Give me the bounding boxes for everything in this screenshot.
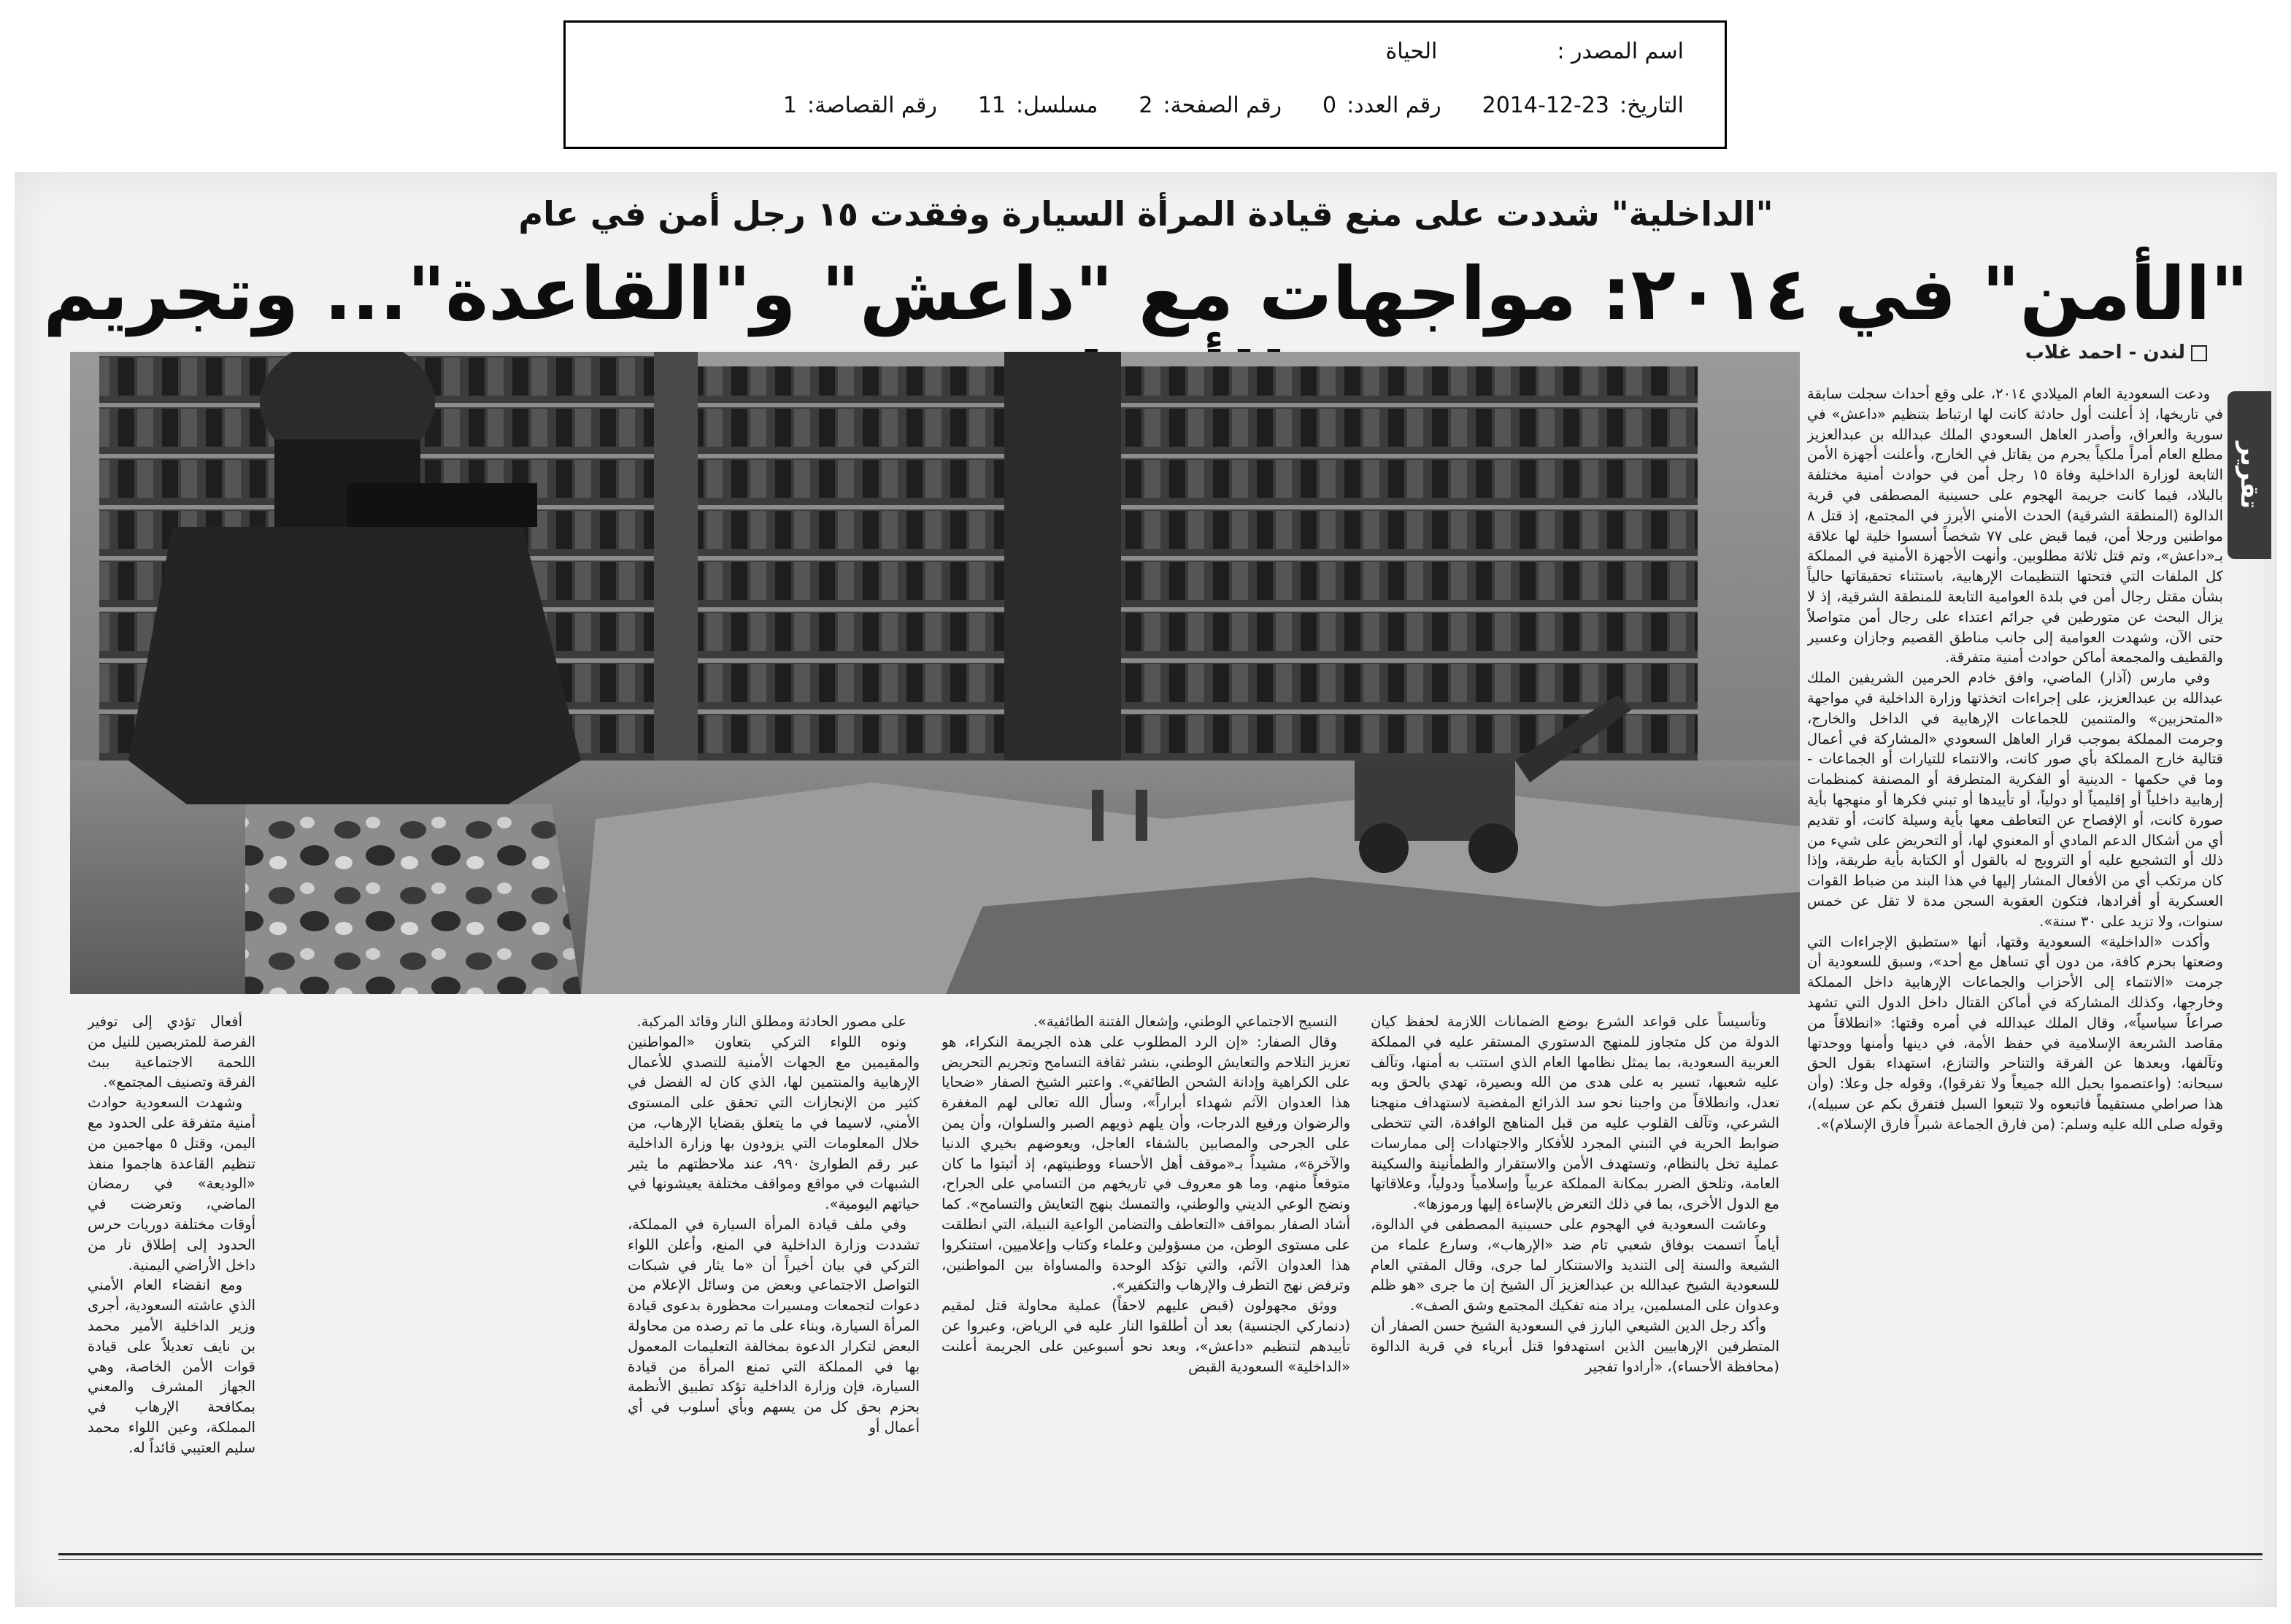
date-value: 23-12-2014: [1482, 93, 1610, 118]
article-column-right: [1807, 384, 2223, 1596]
article-kicker: "الداخلية" شددت على منع قيادة المرأة السيارة وفقدت ١٥ رجل أمن في عام: [518, 194, 1774, 234]
source-field: [1547, 39, 1684, 64]
date-label: التاريخ:: [1620, 93, 1684, 118]
date-field: [1482, 93, 1684, 118]
article-byline: [2025, 342, 2207, 363]
paragraph: ومع انقضاء العام الأمني الذي عاشته السعودية، أجرى وزير الداخلية الأمير محمد بن نايف تعديلاً على قيادة قوات الأمن الخاصة، وهي الجهاز المشرف والمعني بمكافحة الإرهاب في المملكة، وعين اللواء محمد سليم العتيبي قائداً له.: [88, 1277, 255, 1456]
paragraph: النسيج الاجتماعي الوطني، وإشعال الفتنة الطائفية».: [1033, 1013, 1337, 1030]
paragraph: ووثق مجهولون (قبض عليهم لاحقاً) عملية محاولة قتل لمقيم (دنماركي الجنسية) بعد أن أطلقوا النار عليه في الرياض، وعبروا عن تأييدهم لتنظيم «داعش»، وبعد نحو أسبوعين على الجريمة أعلنت «الداخلية» السعودية القبض: [942, 1297, 1350, 1375]
clip-number-value: 1: [782, 93, 798, 118]
article-column-bottom-1: [1371, 1012, 1779, 1596]
paragraph: ونوه اللواء التركي بتعاون «المواطنين والمقيمين مع الجهات الأمنية للتصدي للأعمال الإرهابية والمنتمين لها، الذي كان له الفضل في كثير من الإنجازات التي تحقق على المستوى الأمني، لاسيما في ما يتعلق بقضايا الإرهاب، من خلال المعلومات التي يزودون بها وزارة الداخلية عبر رقم الطوارئ ٩٩٠، عند ملاحظتهم ما يثير الشبهات في مواقع ومواقف مختلفة يعيشونها في حياتهم اليومية».: [628, 1033, 920, 1213]
serial-field: [978, 93, 1098, 118]
bottom-rule: [58, 1553, 2263, 1555]
metadata-row-details: [783, 93, 1684, 118]
article-column-bottom-3: [628, 1012, 920, 1596]
paragraph: وفي ملف قيادة المرأة السيارة في المملكة، تشددت وزارة الداخلية في المنع، وأعلن اللواء التركي في بيان أخيراً أن «ما يثار في شبكات التواصل الاجتماعي وبعض من وسائل الإعلام من دعوات لتجمعات ومسيرات محظورة بدعوى قيادة المرأة السيارة، وبناء على ما تم رصده من محاولة البعض لتكرار الدعوة بمخالفة التعليمات المعمول بها في المملكة التي تمنع المرأة من قيادة السيارة، فإن وزارة الداخلية تؤكد تطبيق الأنظمة بحزم بحق كل من يسهم وبأي أسلوب في أي أعمال أو: [628, 1215, 920, 1436]
paragraph: وعاشت السعودية في الهجوم على حسينية المصطفى في الدالوة، أياماً اتسمت بوفاق شعبي تام ضد «الإرهاب»، وسارع علماء من الشيعة والسنة إلى التنديد والاستنكار لما جرى، وقال المفتي العام للسعودية الشيخ عبدالله بن عبدالعزيز آل الشيخ إن ما جرى «هو ظلم وعدوان على المسلمين، يراد منه تفكيك المجتمع وشق الصف».: [1371, 1215, 1779, 1315]
bottom-rule-thin: [58, 1559, 2263, 1560]
paragraph: وأكد رجل الدين الشيعي البارز في السعودية الشيخ حسن الصفار أن المتطرفين الإرهابيين الذين استهدفوا قتل أبرياء في قرية الدالوة (محافظة الأحساء)، «أرادوا تفجير: [1371, 1317, 1779, 1375]
source-label: اسم المصدر :: [1557, 39, 1684, 64]
serial-value: 11: [977, 93, 1006, 118]
newspaper-clipping: [15, 172, 2277, 1607]
section-tag: تقرير: [2228, 391, 2271, 559]
article-column-bottom-2: [942, 1012, 1350, 1596]
article-headline: "الأمن" في ٢٠١٤: مواجهات مع "داعش" و"القاعدة"... وتجريم: [43, 251, 2249, 336]
paragraph: وشهدت السعودية حوادث أمنية متفرقة على الحدود مع اليمن، وقتل ٥ مهاجمين من تنظيم القاعدة هاجموا منفذ «الوديعة» في رمضان الماضي، وتعرضت في أوقات مختلفة دوريات حرس الحدود إلى إطلاق نار من داخل الأراضي اليمنية.: [88, 1094, 255, 1274]
source-value: الحياة: [1385, 39, 1438, 64]
paragraph: وأكدت «الداخلية» السعودية وقتها، أنها «ستطبق الإجراءات التي وضعتها بحزم كافة، من دون أي تساهل مع أحد»، وسبق للسعودية أن جرمت «الانتماء إلى الأحزاب والجماعات الإرهابية داخل المملكة وخارجها، وكذلك المشاركة في أماكن القتال داخل الدول التي تشهد صراعاً سياسياً»، وقال الملك عبدالله في أمره وقتها: «انطلاقاً من مقاصد الشريعة الإسلامية في حفظ الأمة، في دينها وأمنها ووحدتها وتآلفها، وبعدها عن الفرقة والتناحر والتنازع، استهداء بقول الحق سبحانه: (واعتصموا بحبل الله جميعاً ولا تفرقوا)، وقوله جل وعلا: (وأن هذا صراطي مستقيماً فاتبعوه ولا تتبعوا السبل فتفرق بكم عن سبيله)، وقوله صلى الله عليه وسلم: (من فارق الجماعة شبراً فارق الإسلام)».: [1807, 933, 2223, 1133]
news-photo: [70, 352, 1800, 994]
paragraph: وقال الصفار: «إن الرد المطلوب على هذه الجريمة النكراء، هو تعزيز التلاحم والتعايش الوطني، بنشر ثقافة التسامح وتجريم التحريض على الكراهية وإدانة الشحن الطائفي». واعتبر الشيخ الصفار «ضحايا هذا العدوان الآثم شهداء أبراراً»، وسأل الله تعالى لهم المغفرة والرضوان ورفيع الدرجات، وأن يلهم ذويهم الصبر والسلوان، وأن يمن على الجرحى والمصابين بالشفاء العاجل، ويعوضهم بخيري الدنيا والآخرة»، مشيداً بـ«موقف أهل الأحساء ووطنيتهم، إذ أثبتوا ما كان متوقعاً منهم، وما هو معروف في تاريخهم من التسامي على الجراح، ونضج الوعي الديني والوطني، والتمسك بنهج التعايش والتسامح». كما أشاد الصفار بمواقف «التعاطف والتضامن الواعية النبيلة، التي انطلقت على مستوى الوطن، من مسؤولين وعلماء وكتاب وإعلاميين، استنكروا هذا العدوان الآثم، والتي تؤكد الوحدة والمساواة بين المواطنين، وترفض نهج التطرف والإرهاب والتكفير».: [942, 1033, 1350, 1294]
issue-label: رقم العدد:: [1347, 93, 1441, 118]
byline-text: لندن - احمد غلاب: [2025, 342, 2185, 363]
serial-label: مسلسل:: [1016, 93, 1098, 118]
page-field: [1139, 93, 1282, 118]
clip-number-label: رقم القصاصة:: [807, 93, 937, 118]
metadata-row-source: [1386, 39, 1684, 64]
issue-value: 0: [1322, 93, 1337, 118]
paragraph: على مصور الحادثة ومطلق النار وقائد المركبة.: [636, 1013, 906, 1030]
paragraph: أفعال تؤدي إلى توفير الفرصة للمتربصين للنيل من اللحمة الاجتماعية ببث الفرقة وتصنيف المجتمع».: [88, 1013, 255, 1091]
clipping-metadata-box: [563, 20, 1727, 149]
page-value: 2: [1139, 93, 1153, 118]
byline-square-icon: [2191, 345, 2207, 361]
paragraph: ودعت السعودية العام الميلادي ٢٠١٤، على وقع أحداث سجلت سابقة في تاريخها، إذ أعلنت أول حادثة كانت لها ارتباط بتنظيم «داعش» في سورية والعراق، وأصدر العاهل السعودي الملك عبدالله بن عبدالعزيز مطلع العام أمراً ملكياً يجرم من يقاتل في الخارج، وأعلنت أجهزة الأمن التابعة لوزارة الداخلية وفاة ١٥ رجل أمن في حوادث أمنية مختلفة بالبلاد، فيما كانت جريمة الهجوم على حسينية المصطفى في قرية الدالوة (المنطقة الشرقية) الحدث الأمني الأبرز في المجتمع، إذ قتل ٨ مواطنين ورجلا أمن، فيما قبض على ٧٧ شخصاً أسسوا خلية لها علاقة بـ«داعش»، وتم قتل ثلاثة مطلوبين. وأنهت الأجهزة الأمنية في المملكة كل الملفات التي فتحتها التنظيمات الإرهابية، باستثناء تحقيقاتها حالياً بشأن مقتل رجال أمن في بلدة العوامية التابعة للمنطقة الشرقية، إذ لا يزال البحث عن متورطين في جرائم اعتداء على رجال أمن متواصلاً حتى الآن، وشهدت العوامية إلى جانب مناطق القصيم وجازان وعسير والقطيف والمجمعة أماكن حوادث أمنية متفرقة.: [1807, 385, 2223, 666]
paragraph: وفي مارس (آذار) الماضي، وافق خادم الحرمين الشريفين الملك عبدالله بن عبدالعزيز، على إجراءات اتخذتها وزارة الداخلية في مواجهة «المتحزبين» والمتنمين للجماعات الإرهابية في الداخل والخارج، وجرمت المملكة بموجب قرار العاهل السعودي «المشاركة في أعمال قتالية خارج المملكة بأي صور كانت، والانتماء للتيارات أو الجماعات - وما في حكمها - الدينية أو الفكرية المتطرفة أو المصنفة كمنظمات إرهابية داخلياً أو إقليمياً أو دولياً، أو تأييدها أو تبني فكرها أو منهجها بأية صورة كانت، أو الإفصاح عن التعاطف معها بأية وسيلة كانت، أو تقديم أي من أشكال الدعم المادي أو المعنوي لها، أو التحريض على شيء من ذلك أو التشجيع عليه أو الترويج له بالقول أو الكتابة بأية طريقة، وإذا كان مرتكب أي من الأفعال المشار إليها في هذا البند من ضباط القوات العسكرية أو أفرادها، فتكون العقوبة السجن مدة لا تقل عن خمس سنوات، ولا تزيد على ٣٠ سنة».: [1807, 669, 2223, 930]
paragraph: وتأسيساً على قواعد الشرع بوضع الضمانات اللازمة لحفظ كيان الدولة من كل متجاوز للمنهج الدستوري المستقر عليه في المملكة العربية السعودية، بما يمثل نظامها العام الذي استتب به أمنها، وتآلف عليه شعبها، تسير به على هدى من الله وبصيرة، تهدي بالحق وبه تعدل، وانطلاقاً من واجبنا نحو سد الذرائع المفضية لاستهداف منهجنا الشرعي، وتآلف القلوب عليه من قبل المناهج الوافدة، التي تتخطى ضوابط الحرية في التبني المجرد للأفكار والاجتهادات إلى ممارسات عملية تخل بالنظام، وتستهدف الأمن والاستقرار والطمأنينة والسكينة العامة، وتلحق الضرر بمكانة المملكة عربياً وإسلامياً ودولياً، وعلاقاتها مع الدول الأخرى، بما في ذلك التعرض بالإساءة إليها ورموزها».: [1371, 1013, 1779, 1213]
clip-number-field: [783, 93, 937, 118]
page-label: رقم الصفحة:: [1163, 93, 1282, 118]
issue-field: [1322, 93, 1441, 118]
article-column-bottom-4: [88, 1012, 255, 1596]
